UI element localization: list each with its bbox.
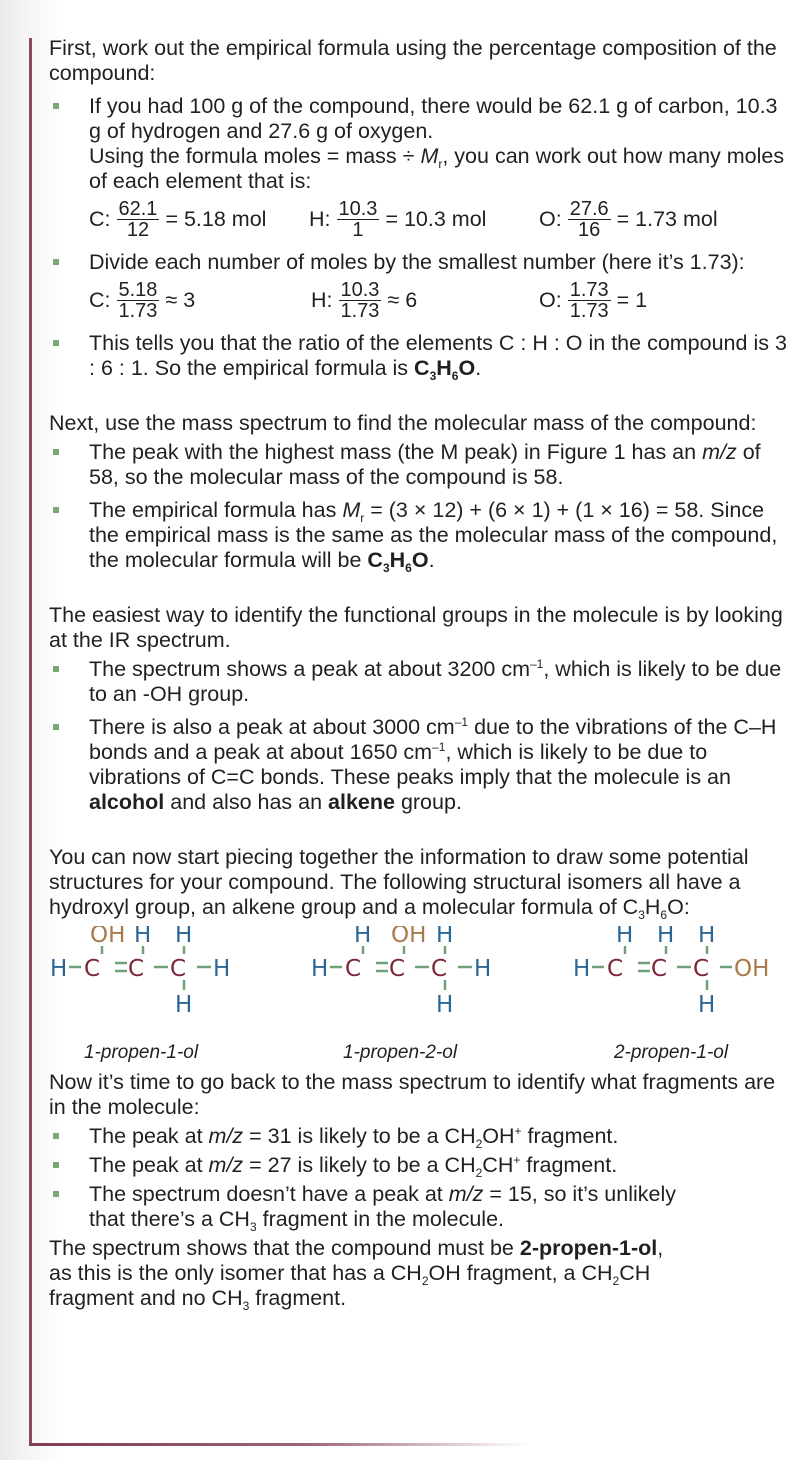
bottom-rule [29,1443,529,1446]
text-fragment: H [436,992,454,1018]
isomer-name: 1-propen-2-ol [343,1042,458,1063]
molecular-formula [367,548,429,575]
text-fragment: m/z [702,440,737,464]
text-fragment: C [84,956,101,982]
text-fragment: 27.6 [569,197,609,220]
moles-carbon [89,199,309,240]
moles-equations [89,196,789,242]
moles-oxygen [539,199,718,240]
text-fragment: ≈ 6 [387,287,418,312]
text-fragment: –1 [530,657,544,671]
empirical-intro: First, work out the empirical formula using the percentage composition of the compound: [49,36,777,85]
isomers-intro [49,845,789,920]
text-fragment: H [657,926,675,948]
text-fragment: C: [89,206,111,231]
text-fragment: CH [482,1153,514,1177]
step-divide [49,250,789,323]
text-fragment: Using the formula moles = mass ÷ [89,144,421,168]
bullet-icon [53,1191,59,1197]
text-fragment: ≈ 3 [165,287,196,312]
mass-steps [49,440,789,573]
isomer-name: 2-propen-1-ol [614,1042,729,1063]
text-fragment: H [474,956,492,982]
text-fragment: Since the empirical mass is the same as the molecular mass of the compound, the molecular formula will be [89,498,778,572]
isomer-structures [0,926,789,1066]
text-fragment: H [698,992,716,1018]
text-fragment: , you can work out how many moles of each element that is: [89,144,785,193]
text-fragment: fragment in the molecule. [256,1207,505,1231]
text-fragment: C [693,956,710,982]
text-fragment: There is also a peak at about 3000 cm [89,715,455,739]
isomer-2-propen-1-ol [573,926,793,1042]
text-fragment: 62.1 [118,197,158,220]
bullet-icon [53,449,59,455]
text-fragment: C [431,956,448,982]
bullet-icon [53,724,59,730]
worked-solution [49,36,789,1311]
bullet-icon [53,1133,59,1139]
text-fragment: = (3 × 12) + (6 × 1) + (1 × 16) = 58. [364,498,705,522]
text-fragment: 1.73 [569,299,609,322]
text-fragment: H [616,926,634,948]
text-fragment: , which is likely to be due to an -OH group. [89,657,782,706]
text-fragment: O [458,356,476,380]
text-fragment: OH [482,1124,515,1148]
text-fragment: H [436,926,454,948]
text-fragment: H [175,992,193,1018]
bullet-icon [53,1162,59,1168]
text-fragment: H [134,926,152,948]
ratio-hydrogen [311,280,539,321]
text-fragment: 10.3 [338,197,378,220]
text-fragment: The spectrum shows that the compound must be [49,1236,520,1260]
text-fragment: The peak at [89,1153,209,1177]
text-fragment: 3 [249,1220,257,1234]
text-fragment: H [213,956,231,982]
text-fragment: fragment. [249,1286,347,1310]
text-fragment: fragment. [520,1153,618,1177]
text-fragment: = 10.3 mol [385,206,487,231]
text-fragment: of 58, so the molecular mass of the compound is 58. [89,440,761,489]
text-fragment: H [644,895,661,919]
text-fragment: 2-propen-1-ol [519,1236,658,1260]
text-fragment: OH [90,926,126,948]
text-fragment: H [698,926,716,948]
text-fragment: H [311,956,329,982]
text-fragment: OH fragment, a CH [428,1261,613,1285]
fragment-steps [49,1124,789,1232]
text-fragment: 6 [405,561,412,575]
text-fragment: C [414,356,430,380]
text-fragment: . [475,356,482,380]
text-fragment: 3 [638,908,645,922]
text-fragment: The peak at [89,1124,209,1148]
text-fragment: C: [89,287,111,312]
text-fragment: H [436,356,452,380]
text-fragment: O: [667,895,690,919]
text-fragment: 5.18 [118,278,158,301]
text-fragment: alcohol [89,790,165,814]
text-fragment: 3 [382,561,390,575]
ratio-oxygen [539,280,647,321]
text-fragment: and also has an [164,790,329,814]
text-fragment: + [514,1124,522,1138]
text-fragment: 1.73 [340,299,380,322]
text-fragment: If you had 100 g of the compound, there would be 62.1 g of carbon, 10.3 g of hydrogen and 27.6 g of oxygen. [89,94,778,143]
step-mr [49,498,789,573]
text-fragment: C [367,548,383,572]
text-fragment: OH [391,926,427,948]
text-fragment: 2 [421,1274,429,1288]
text-fragment: This tells you that the ratio of the elements C : H : O in the compound is 3 : 6 : 1. So the empirical formula is [89,331,787,380]
bullet-icon [53,666,59,672]
text-fragment: due to the vibrations of the C–H bonds and a peak at about 1650 cm [89,715,777,764]
text-fragment: m/z [448,1182,484,1206]
step-m-peak [49,440,789,490]
ratio-equations [89,277,789,323]
text-fragment: H [389,548,406,572]
text-fragment: = 15, so it’s unlikely that there’s a CH [89,1182,676,1231]
text-fragment: H [175,926,193,948]
text-fragment: 2 [475,1137,483,1151]
text-fragment: 2 [612,1274,620,1288]
isomer-name: 1-propen-1-ol [84,1042,199,1063]
text-fragment: group. [394,790,462,814]
text-fragment: = 5.18 mol [165,206,267,231]
text-fragment: 1.73 [118,299,158,322]
text-fragment: C [128,956,145,982]
structure-diagram [311,926,511,1036]
text-fragment: = 27 is likely to be a CH [243,1153,476,1177]
text-fragment: 2 [475,1166,483,1180]
text-fragment: H [573,956,591,982]
text-fragment: C [170,956,187,982]
text-fragment: = 1 [616,287,648,312]
ratio-carbon [89,280,311,321]
text-fragment: OH [734,956,770,982]
structure-diagram [573,926,793,1036]
fragment-27 [49,1153,789,1178]
text-fragment: + [513,1153,521,1167]
mass-spectrum-intro: Next, use the mass spectrum to find the molecular mass of the compound: [49,411,757,435]
step-ch-cc-peaks [49,715,789,815]
empirical-formula [414,356,476,383]
text-fragment: r [438,157,443,171]
text-fragment: alkene [328,790,395,814]
text-fragment: H: [311,287,333,312]
text-fragment: fragment. [521,1124,619,1148]
text-fragment: O [411,548,429,572]
text-fragment: H [354,926,372,948]
text-fragment: , as this is the only isomer that has a CH [49,1236,664,1285]
text-fragment: The spectrum doesn’t have a peak at [89,1182,449,1206]
text-fragment: The peak with the highest mass (the M peak) in Figure 1 has an [89,440,703,464]
ir-steps [49,657,789,815]
text-fragment: 12 [126,218,150,241]
fragment-31 [49,1124,789,1149]
text-fragment: 1.73 [569,278,609,301]
text-fragment: = 31 is likely to be a CH [243,1124,476,1148]
empirical-steps [49,94,789,381]
text-fragment: 6 [451,369,459,383]
bullet-icon [53,259,59,265]
step-moles [49,94,789,242]
text-fragment: H: [309,206,331,231]
text-fragment: m/z [208,1153,244,1177]
fragments-intro: Now it’s time to go back to the mass spectrum to identify what fragments are in the molecule: [49,1070,776,1119]
text-fragment: 1 [352,218,364,241]
text-fragment: m/z [208,1124,244,1148]
text-fragment: Divide each number of moles by the smallest number (here it’s 1.73): [89,250,745,274]
step-ratio [49,331,789,381]
text-fragment: 3 [242,1299,250,1313]
text-fragment: H [50,956,68,982]
text-fragment: M [342,498,361,522]
step-oh-peak [49,657,789,707]
text-fragment: C [345,956,362,982]
bullet-icon [53,507,59,513]
text-fragment: . [428,548,435,572]
text-fragment: –1 [454,715,469,729]
text-fragment: M [420,144,439,168]
text-fragment: 16 [578,218,601,241]
text-fragment: –1 [432,740,446,754]
text-fragment: CH fragment and no CH [49,1261,651,1310]
text-fragment: C [389,956,406,982]
text-fragment: = 1.73 mol [616,206,718,231]
isomer-1-propen-1-ol [50,926,250,1042]
text-fragment: 6 [660,908,668,922]
text-fragment: , which is likely to be due to vibrations of C=C bonds. These peaks imply that the molecule is an [89,740,731,789]
text-fragment: The empirical formula has [89,498,343,522]
text-fragment: The spectrum shows a peak at about 3200 cm [89,657,530,681]
fragment-15 [49,1182,689,1232]
moles-hydrogen [309,199,539,240]
text-fragment: 10.3 [340,278,380,301]
text-fragment: O: [539,206,562,231]
text-fragment: 3 [429,369,437,383]
text-fragment: You can now start piecing together the information to draw some potential structures for your compound. The following structural isomers all have a hydroxyl group, an alkene group and a molecular formula of C [49,845,749,919]
ir-intro: The easiest way to identify the functional groups in the molecule is by looking at the IR spectrum. [49,603,783,652]
bullet-icon [53,103,59,109]
text-fragment: O: [539,287,562,312]
text-fragment: C [651,956,668,982]
structure-diagram [50,926,250,1036]
text-fragment: C [607,956,624,982]
bullet-icon [53,340,59,346]
isomer-1-propen-2-ol [311,926,511,1042]
text-fragment: r [360,511,365,525]
conclusion [49,1236,689,1311]
